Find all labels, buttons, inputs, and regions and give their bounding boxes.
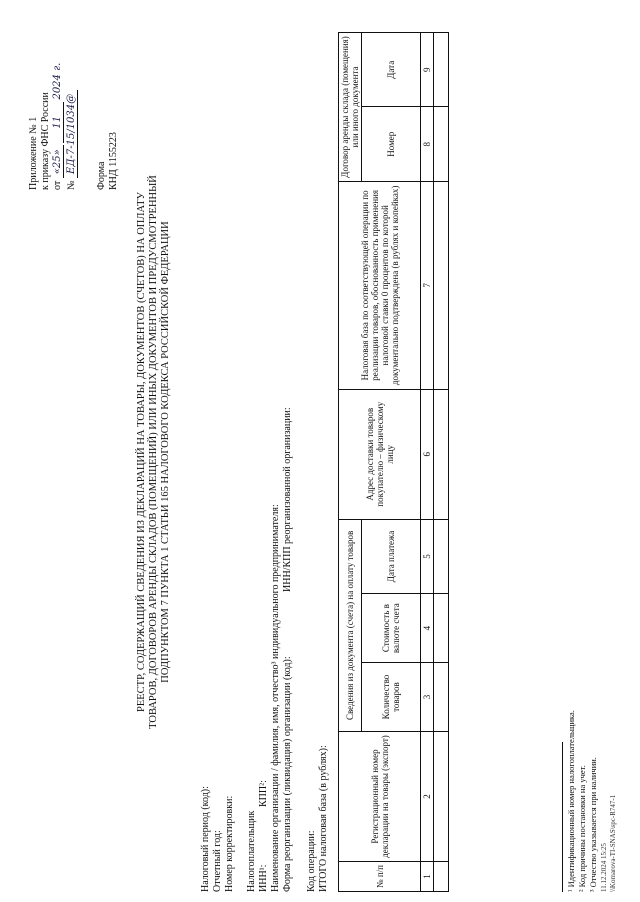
number-cell: 8 <box>421 107 434 181</box>
col-lease: Договор аренды склада (помещения) или иного документа <box>339 33 362 182</box>
footnote-1: ¹ Идентификационный номер налогоплательщика. <box>566 710 576 892</box>
table-number-row <box>421 33 434 892</box>
number-cell: 2 <box>421 731 434 861</box>
col-reg-number: Регистрационный номер декларации на товары (экспорт) <box>339 731 421 861</box>
inn-label: ИНН¹: <box>258 864 269 892</box>
operation-code-label: Код операции: <box>306 830 317 892</box>
footnote-2: ² Код причины постановки на учет. <box>577 765 587 892</box>
correction-number-label: Номер корректировки: <box>224 795 235 892</box>
col-no: № п/п <box>339 862 421 892</box>
order-number: № ЕД-7-15/1034@ <box>66 90 78 190</box>
appendix-label: Приложение № 1 <box>28 116 39 190</box>
number-cell: 6 <box>421 389 434 519</box>
print-path: \\Komarova-TI-SNAS\spc-R747-1 <box>609 794 617 892</box>
number-cell: 3 <box>421 663 434 732</box>
table-header-row <box>339 33 362 892</box>
print-timestamp: 11.12.2024 15:25 <box>600 843 608 892</box>
total-base-label: ИТОГО налоговая база (в рублях): <box>318 745 329 892</box>
col-qty: Количество товаров <box>362 663 421 732</box>
number-cell: 7 <box>421 181 434 389</box>
table-row <box>434 33 449 892</box>
register-table <box>338 32 449 892</box>
footnote-divider <box>562 742 563 892</box>
order-date: от «25» 11 2024 г. <box>52 62 63 190</box>
number-cell: 4 <box>421 594 434 663</box>
reorg-form-label: Форма реорганизации (ликвидация) организации (код): <box>282 656 293 892</box>
number-cell: 1 <box>421 862 434 892</box>
col-address: Адрес доставки товаров покупателю – физическому лицу <box>339 389 421 519</box>
form-label: Форма <box>96 161 107 190</box>
number-cell: 5 <box>421 519 434 593</box>
col-lease-number: Номер <box>362 107 421 181</box>
col-tax-base: Налоговая база по соответствующей операции по реализации товаров, обоснованность применения налоговой ставки 0 процентов по которой документально подтверждена (в рублях и копейках) <box>339 181 421 389</box>
footnote-3: ³ Отчество указывается при наличии. <box>588 757 598 892</box>
col-cost: Стоимость в валюте счета <box>362 594 421 663</box>
tax-period-label: Налоговый период (код): <box>200 786 211 892</box>
col-payment-docs: Сведения из документа (счета) на оплату товаров <box>339 519 362 731</box>
col-pay-date: Дата платежа <box>362 519 421 593</box>
number-cell: 9 <box>421 33 434 107</box>
kpp-label: КПП²: <box>258 780 269 807</box>
reporting-year-label: Отчетный год: <box>212 830 223 892</box>
knd-code: КНД 1155223 <box>108 132 119 190</box>
taxpayer-label: Налогоплательщик <box>246 810 257 892</box>
order-label: к приказу ФНС России <box>40 92 51 190</box>
org-name-label: Наименование организации / фамилия, имя, отчество³ индивидуального предпринимателя: <box>270 504 281 892</box>
reorg-inn-label: ИНН/КПП реорганизованной организации: <box>282 407 293 592</box>
document-title: РЕЕСТР, СОДЕРЖАЩИЙ СВЕДЕНИЯ ИЗ ДЕКЛАРАЦИЙ НА ТОВАРЫ, ДОКУМЕНТОВ (СЧЕТОВ) НА ОПЛАТУ ТОВАРОВ, ДОГОВОРОВ АРЕНДЫ СКЛАДОВ (ПОМЕЩЕНИЙ) ИЛИ ИНЫХ ДОКУМЕНТОВ И ПРЕДУСМОТРЕННЫЙ ПОДПУНКТОМ 7 ПУНКТА 1 СТАТЬИ 165 НАЛОГОВОГО КОДЕКСА РОССИЙСКОЙ ФЕДЕРАЦИИ <box>136 175 171 729</box>
col-lease-date: Дата <box>362 33 421 107</box>
